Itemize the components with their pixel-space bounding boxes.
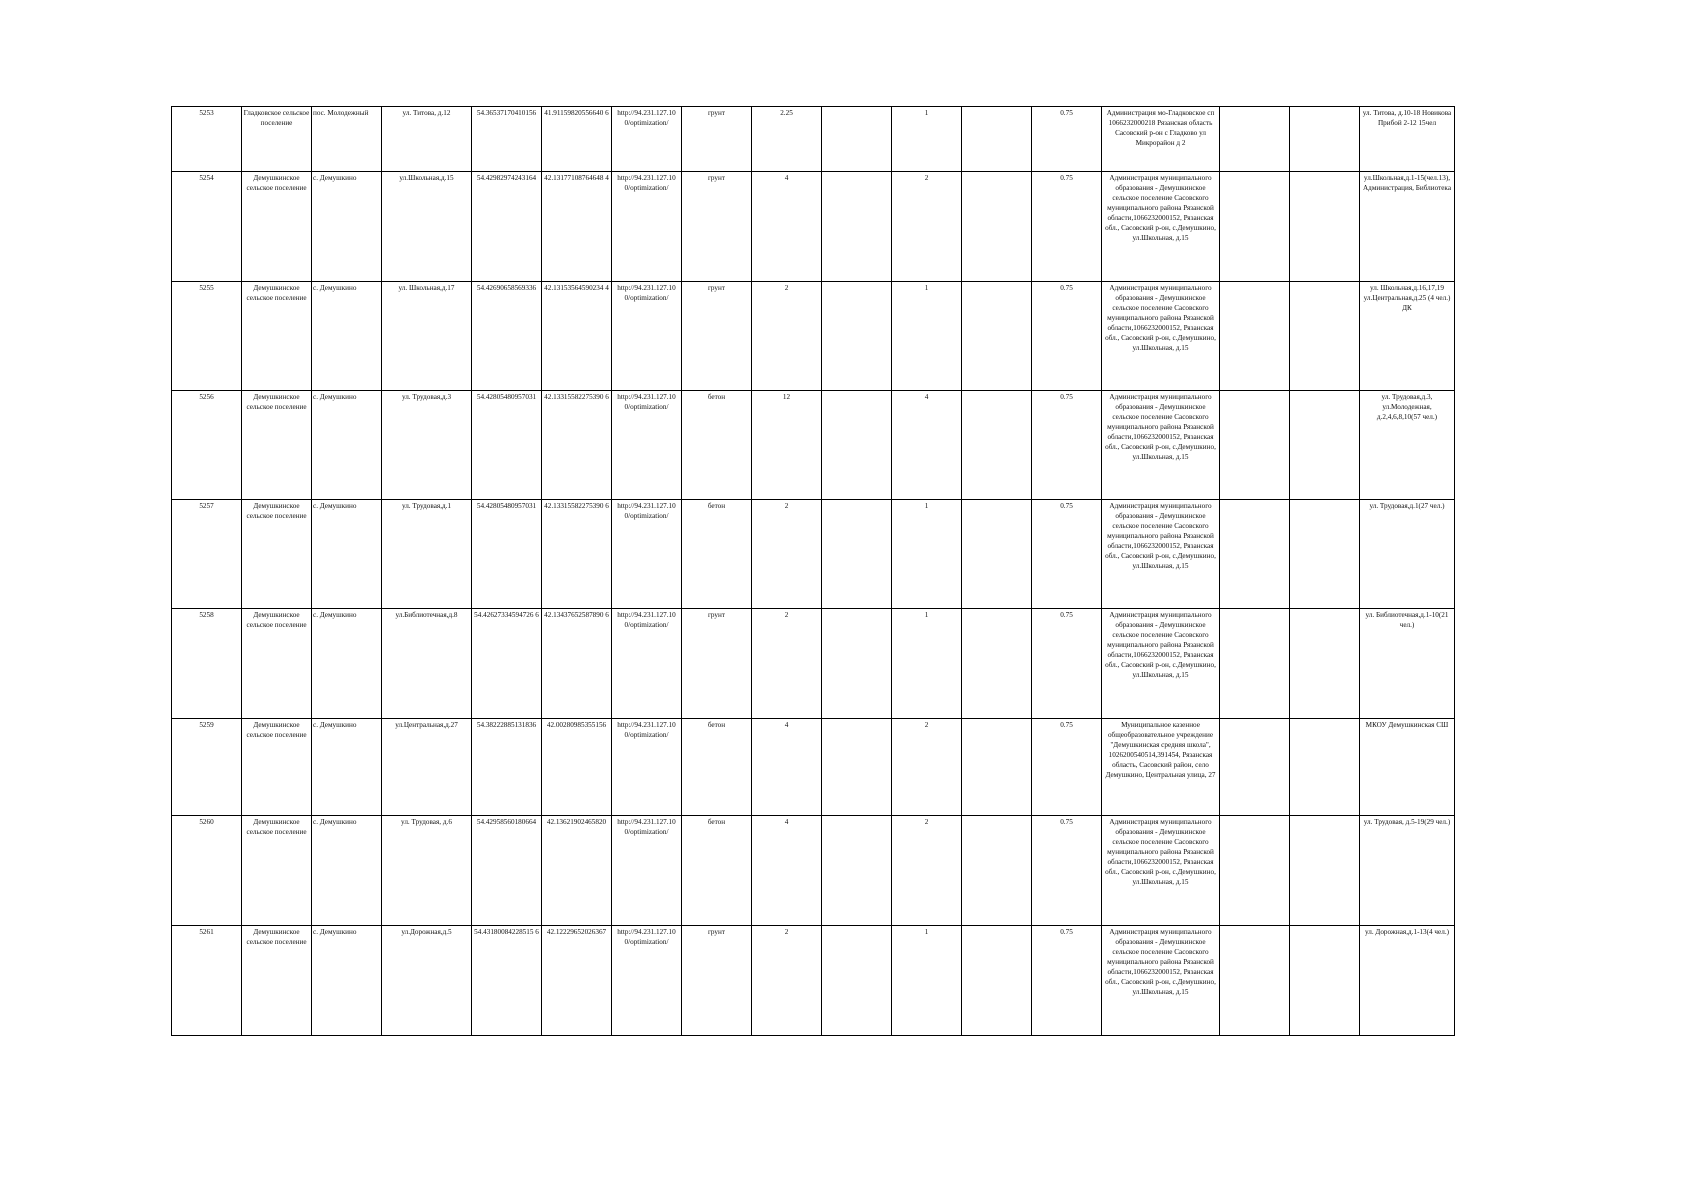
cell-surface-type: бетон [682, 500, 752, 609]
table-row [172, 609, 1455, 719]
cell-container-volume: 0.75 [1032, 282, 1102, 391]
cell-container-volume: 0.75 [1032, 816, 1102, 926]
cell-address: ул.Школьная,д.15 [382, 172, 472, 282]
table-body [172, 107, 1455, 1036]
cell-settlement: Демушкинское сельское поселение [242, 500, 312, 609]
cell-container-volume: 0.75 [1032, 172, 1102, 282]
cell-longitude: 42.13437652587890 6 [542, 609, 612, 719]
cell-empty [1290, 719, 1360, 816]
cell-container-count: 1 [892, 609, 962, 719]
cell-area: 2 [752, 926, 822, 1036]
table-row [172, 282, 1455, 391]
cell-waste-sources: ул. Библиотечная,д.1-10(21 чел.) [1360, 609, 1455, 719]
cell-area: 4 [752, 719, 822, 816]
cell-empty [822, 719, 892, 816]
cell-latitude: 54.42958560180664 [472, 816, 542, 926]
cell-map-link[interactable]: http://94.231.127.10 0/optimization/ [612, 500, 682, 609]
table-row [172, 107, 1455, 172]
cell-id: 5255 [172, 282, 242, 391]
cell-area: 4 [752, 816, 822, 926]
cell-locality: с. Демушкино [312, 282, 382, 391]
cell-empty [822, 282, 892, 391]
cell-latitude: 54.42805480957031 [472, 500, 542, 609]
cell-surface-type: грунт [682, 926, 752, 1036]
cell-empty [962, 719, 1032, 816]
cell-id: 5259 [172, 719, 242, 816]
cell-locality: с. Демушкино [312, 926, 382, 1036]
cell-empty [822, 816, 892, 926]
cell-container-count: 1 [892, 926, 962, 1036]
cell-surface-type: бетон [682, 816, 752, 926]
cell-empty [1220, 107, 1290, 172]
cell-owner: Администрация муниципального образования - Демушкинское сельское поселение Сасовского муниципального района Рязанской области,1066232000152, Рязанская обл., Сасовский р-он, с.Демушкино, ул.Школьная, д.15 [1102, 391, 1220, 500]
cell-area: 2 [752, 282, 822, 391]
cell-latitude: 54.36537170410156 [472, 107, 542, 172]
cell-latitude: 54.42627334594726 6 [472, 609, 542, 719]
cell-area: 12 [752, 391, 822, 500]
cell-id: 5258 [172, 609, 242, 719]
cell-waste-sources: ул.Школьная,д.1-15(чел.13), Администрация, Библиотека [1360, 172, 1455, 282]
cell-container-volume: 0.75 [1032, 500, 1102, 609]
cell-empty [1290, 500, 1360, 609]
cell-empty [1220, 172, 1290, 282]
cell-owner: Администрация муниципального образования - Демушкинское сельское поселение Сасовского муниципального района Рязанской области,1066232000152, Рязанская обл., Сасовский р-он, с.Демушкино, ул.Школьная, д.15 [1102, 172, 1220, 282]
cell-id: 5257 [172, 500, 242, 609]
cell-container-volume: 0.75 [1032, 609, 1102, 719]
cell-longitude: 42.13153564590234 4 [542, 282, 612, 391]
cell-surface-type: грунт [682, 107, 752, 172]
cell-owner: Администрация муниципального образования - Демушкинское сельское поселение Сасовского муниципального района Рязанской области,1066232000152, Рязанская обл., Сасовский р-он, с.Демушкино, ул.Школьная, д.15 [1102, 926, 1220, 1036]
cell-address: ул. Школьная,д.17 [382, 282, 472, 391]
cell-owner: Администрация муниципального образования - Демушкинское сельское поселение Сасовского муниципального района Рязанской области,1066232000152, Рязанская обл., Сасовский р-он, с.Демушкино, ул.Школьная, д.15 [1102, 816, 1220, 926]
cell-address: ул. Трудовая, д.6 [382, 816, 472, 926]
cell-empty [822, 609, 892, 719]
cell-settlement: Демушкинское сельское поселение [242, 609, 312, 719]
cell-container-count: 2 [892, 719, 962, 816]
cell-owner: Администрация муниципального образования - Демушкинское сельское поселение Сасовского муниципального района Рязанской области,1066232000152, Рязанская обл., Сасовский р-он, с.Демушкино, ул.Школьная, д.15 [1102, 500, 1220, 609]
cell-locality: с. Демушкино [312, 609, 382, 719]
cell-waste-sources: МКОУ Демушкинская СШ [1360, 719, 1455, 816]
cell-map-link[interactable]: http://94.231.127.10 0/optimization/ [612, 107, 682, 172]
cell-settlement: Демушкинское сельское поселение [242, 172, 312, 282]
cell-empty [962, 816, 1032, 926]
table-row [172, 172, 1455, 282]
cell-empty [1220, 609, 1290, 719]
cell-empty [1220, 816, 1290, 926]
cell-empty [1290, 609, 1360, 719]
cell-waste-sources: ул. Трудовая,д.3, ул.Молодежная, д.2,4,6,8,10(57 чел.) [1360, 391, 1455, 500]
cell-address: ул.Центральная,д.27 [382, 719, 472, 816]
cell-empty [1220, 719, 1290, 816]
cell-empty [822, 172, 892, 282]
cell-empty [962, 391, 1032, 500]
cell-waste-sources: ул. Трудовая, д.5-19(29 чел.) [1360, 816, 1455, 926]
cell-empty [1290, 816, 1360, 926]
table-row [172, 926, 1455, 1036]
cell-waste-sources: ул. Школьная,д.16,17,19 ул.Центральная,д.25 (4 чел.) ДК [1360, 282, 1455, 391]
cell-surface-type: бетон [682, 719, 752, 816]
cell-id: 5260 [172, 816, 242, 926]
cell-container-count: 2 [892, 816, 962, 926]
cell-surface-type: бетон [682, 391, 752, 500]
waste-sites-table [171, 106, 1455, 1036]
cell-locality: с. Демушкино [312, 816, 382, 926]
cell-settlement: Демушкинское сельское поселение [242, 816, 312, 926]
cell-empty [1290, 107, 1360, 172]
cell-latitude: 54.38222885131836 [472, 719, 542, 816]
cell-empty [962, 172, 1032, 282]
cell-empty [822, 500, 892, 609]
cell-container-volume: 0.75 [1032, 926, 1102, 1036]
cell-address: ул. Трудовая,д.3 [382, 391, 472, 500]
cell-empty [1220, 500, 1290, 609]
cell-longitude: 42.13177108764648 4 [542, 172, 612, 282]
cell-owner: Муниципальное казенное общеобразовательное учреждение "Демушкинская средняя школа", 1026200540514,391454, Рязанская область, Сасовский район, село Демушкино, Центральная улица, 27 [1102, 719, 1220, 816]
cell-longitude: 41.91159820556640 6 [542, 107, 612, 172]
cell-address: ул. Титова, д.12 [382, 107, 472, 172]
cell-address: ул.Библиотечная,д.8 [382, 609, 472, 719]
cell-surface-type: грунт [682, 282, 752, 391]
cell-container-volume: 0.75 [1032, 391, 1102, 500]
cell-container-volume: 0.75 [1032, 107, 1102, 172]
cell-container-count: 2 [892, 172, 962, 282]
cell-map-link[interactable]: http://94.231.127.10 0/optimization/ [612, 609, 682, 719]
cell-empty [822, 391, 892, 500]
cell-container-count: 1 [892, 107, 962, 172]
cell-empty [962, 282, 1032, 391]
cell-map-link[interactable]: http://94.231.127.10 0/optimization/ [612, 172, 682, 282]
cell-empty [1220, 926, 1290, 1036]
cell-longitude: 42.13315582275390 6 [542, 500, 612, 609]
cell-owner: Администрация муниципального образования - Демушкинское сельское поселение Сасовского муниципального района Рязанской области,1066232000152, Рязанская обл., Сасовский р-он, с.Демушкино, ул.Школьная, д.15 [1102, 609, 1220, 719]
cell-settlement: Демушкинское сельское поселение [242, 926, 312, 1036]
cell-longitude: 42.00280985355156 [542, 719, 612, 816]
table-row [172, 500, 1455, 609]
cell-map-link[interactable]: http://94.231.127.10 0/optimization/ [612, 391, 682, 500]
cell-id: 5256 [172, 391, 242, 500]
cell-empty [962, 609, 1032, 719]
cell-locality: с. Демушкино [312, 719, 382, 816]
cell-latitude: 54.42690658569336 [472, 282, 542, 391]
cell-latitude: 54.42982974243164 [472, 172, 542, 282]
cell-area: 2.25 [752, 107, 822, 172]
cell-empty [962, 500, 1032, 609]
cell-empty [1290, 391, 1360, 500]
cell-map-link[interactable]: http://94.231.127.10 0/optimization/ [612, 282, 682, 391]
cell-empty [962, 107, 1032, 172]
cell-longitude: 42.13621902465820 [542, 816, 612, 926]
cell-waste-sources: ул. Титова, д.10-18 Новикова Прибой 2-12 15чел [1360, 107, 1455, 172]
cell-map-link[interactable]: http://94.231.127.10 0/optimization/ [612, 816, 682, 926]
cell-waste-sources: ул. Трудовая,д.1(27 чел.) [1360, 500, 1455, 609]
cell-settlement: Демушкинское сельское поселение [242, 282, 312, 391]
cell-empty [822, 926, 892, 1036]
cell-waste-sources: ул. Дорожная,д.1-13(4 чел.) [1360, 926, 1455, 1036]
cell-area: 4 [752, 172, 822, 282]
cell-container-volume: 0.75 [1032, 719, 1102, 816]
table-row [172, 719, 1455, 816]
cell-map-link[interactable]: http://94.231.127.10 0/optimization/ [612, 926, 682, 1036]
cell-empty [1290, 282, 1360, 391]
cell-map-link[interactable]: http://94.231.127.10 0/optimization/ [612, 719, 682, 816]
cell-empty [1290, 172, 1360, 282]
cell-id: 5261 [172, 926, 242, 1036]
cell-locality: с. Демушкино [312, 391, 382, 500]
cell-area: 2 [752, 609, 822, 719]
cell-surface-type: грунт [682, 609, 752, 719]
cell-id: 5254 [172, 172, 242, 282]
cell-empty [1220, 282, 1290, 391]
cell-empty [1220, 391, 1290, 500]
cell-locality: с. Демушкино [312, 500, 382, 609]
cell-owner: Администрация муниципального образования - Демушкинское сельское поселение Сасовского муниципального района Рязанской области,1066232000152, Рязанская обл., Сасовский р-он, с.Демушкино, ул.Школьная, д.15 [1102, 282, 1220, 391]
cell-longitude: 42.13315582275390 6 [542, 391, 612, 500]
cell-area: 2 [752, 500, 822, 609]
cell-address: ул. Трудовая,д.1 [382, 500, 472, 609]
cell-id: 5253 [172, 107, 242, 172]
cell-latitude: 54.42805480957031 [472, 391, 542, 500]
cell-container-count: 4 [892, 391, 962, 500]
cell-empty [822, 107, 892, 172]
cell-latitude: 54.43180084228515 6 [472, 926, 542, 1036]
cell-owner: Администрация мо-Гладковское сп 1066232000218 Рязанская область Сасовский р-он с Гладково ул Микрорайон д 2 [1102, 107, 1220, 172]
cell-container-count: 1 [892, 500, 962, 609]
cell-address: ул.Дорожная,д.5 [382, 926, 472, 1036]
cell-empty [1290, 926, 1360, 1036]
cell-locality: с. Демушкино [312, 172, 382, 282]
cell-surface-type: грунт [682, 172, 752, 282]
cell-settlement: Демушкинское сельское поселение [242, 391, 312, 500]
cell-settlement: Гладковское сельское поселение [242, 107, 312, 172]
cell-settlement: Демушкинское сельское поселение [242, 719, 312, 816]
cell-locality: пос. Молодежный [312, 107, 382, 172]
table-row [172, 391, 1455, 500]
cell-container-count: 1 [892, 282, 962, 391]
table-row [172, 816, 1455, 926]
cell-longitude: 42.12229652026367 [542, 926, 612, 1036]
cell-empty [962, 926, 1032, 1036]
